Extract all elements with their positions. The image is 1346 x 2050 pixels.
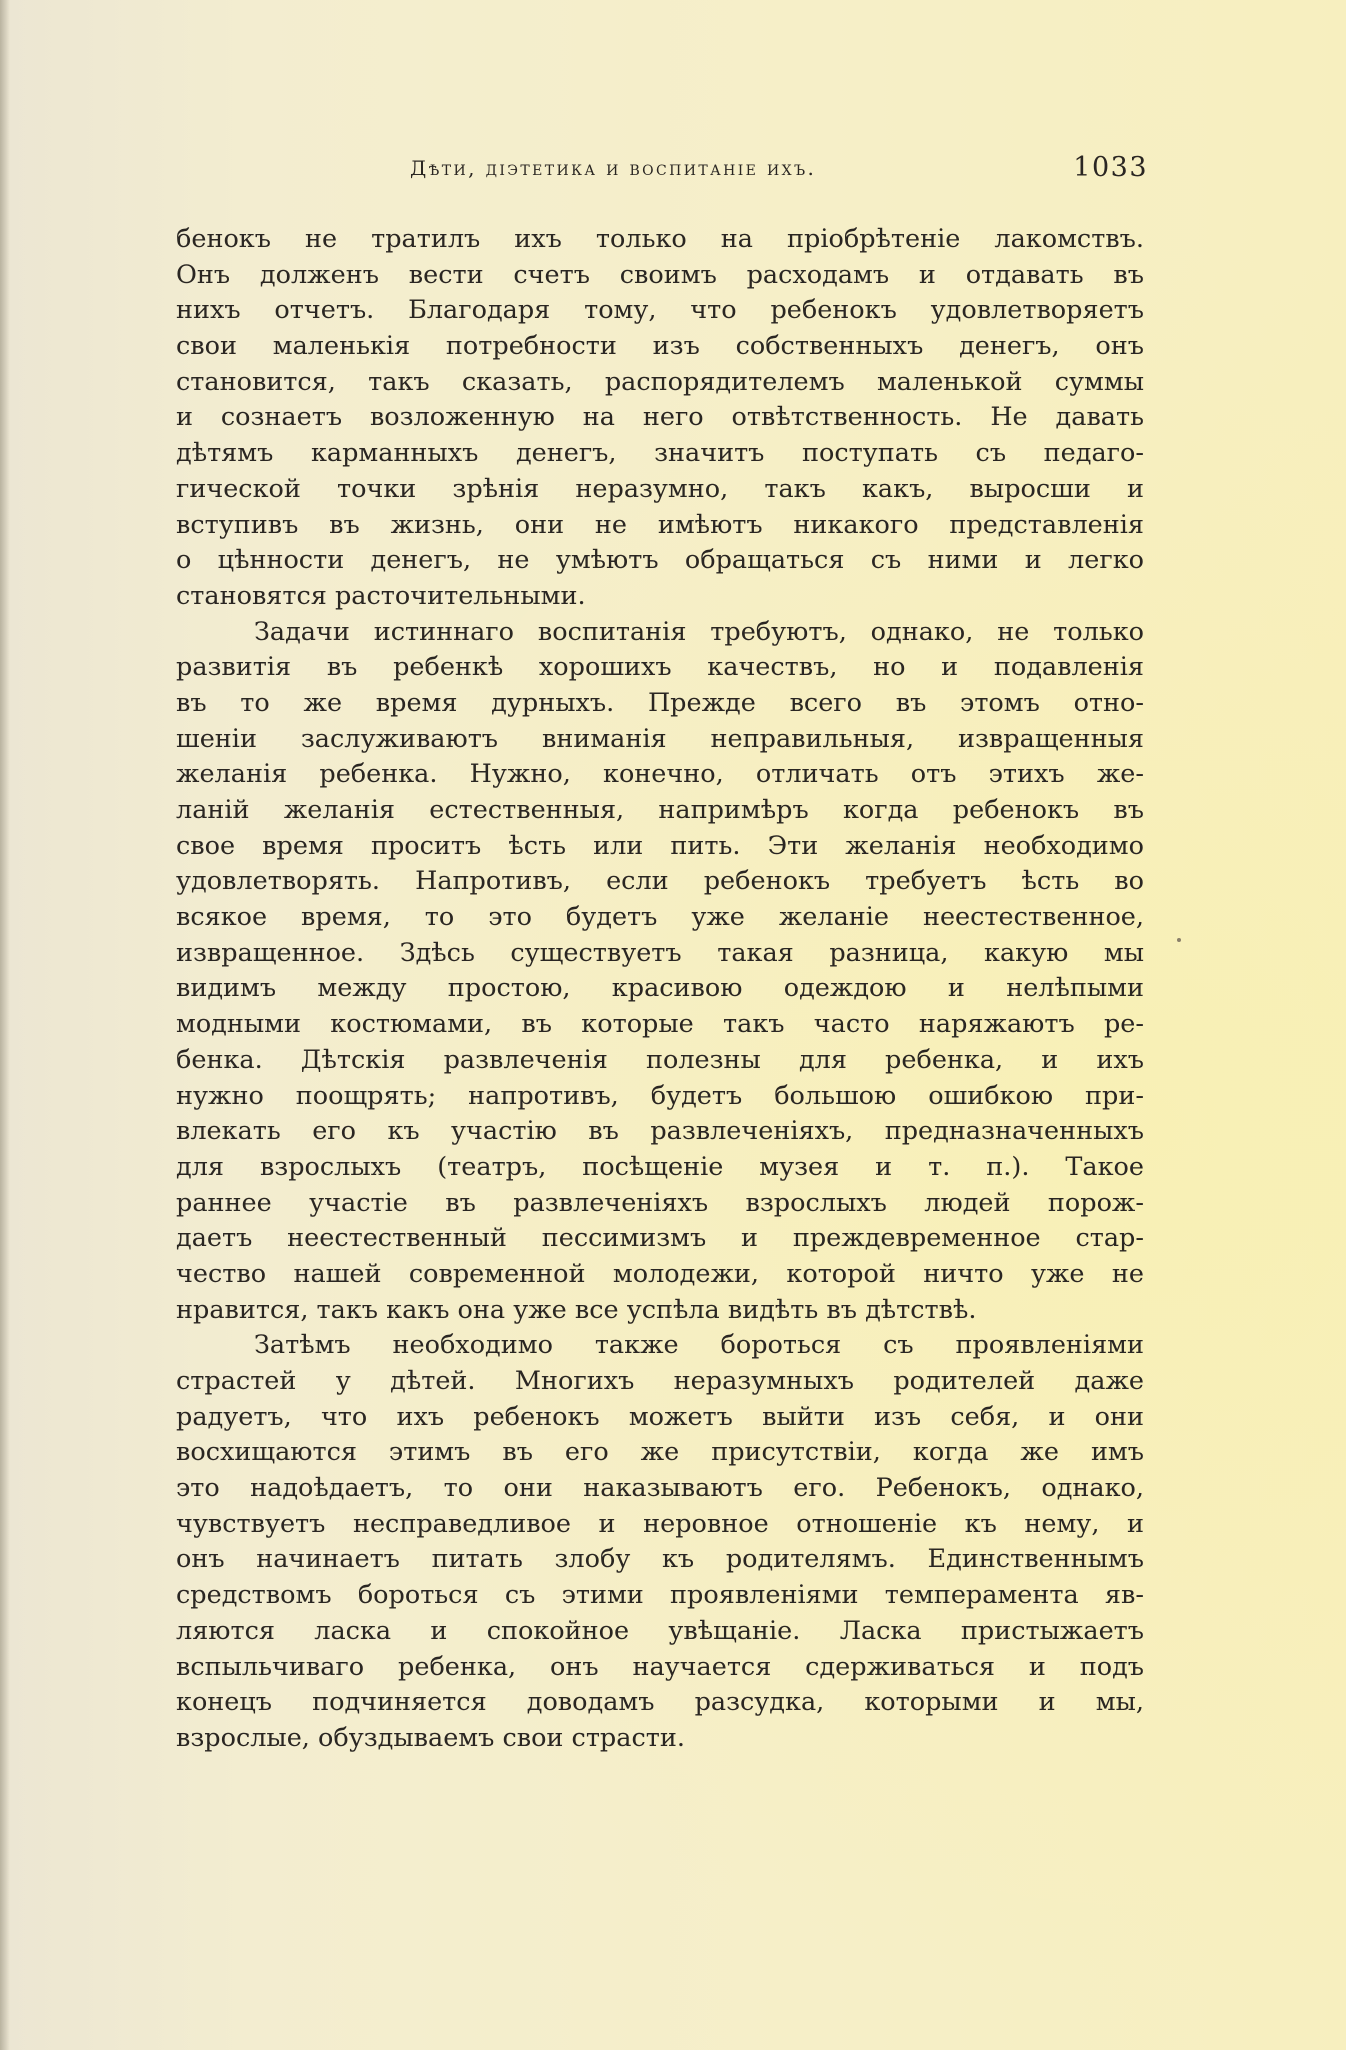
text-line: Онъ долженъ вести счетъ своимъ расходамъ и отдавать въ bbox=[176, 259, 1144, 290]
text-line: восхищаются этимъ въ его же присутствіи, когда же имъ bbox=[176, 1437, 1144, 1468]
text-line: бенка. Дѣтскія развлеченія полезны для ребенка, и ихъ bbox=[176, 1044, 1144, 1075]
paragraph bbox=[176, 1328, 1144, 1756]
paragraph bbox=[176, 615, 1144, 1329]
text-line: для взрослыхъ (театръ, посѣщеніе музея и т. п.). Такое bbox=[176, 1151, 1144, 1182]
text-line: конецъ подчиняется доводамъ разсудка, которыми и мы, bbox=[176, 1687, 1144, 1718]
text-line: въ то же время дурныхъ. Прежде всего въ этомъ отно- bbox=[176, 687, 1144, 718]
running-head bbox=[176, 152, 1148, 188]
text-line: Затѣмъ необходимо также бороться съ проявленіями bbox=[254, 1330, 1144, 1361]
text-line: желанія ребенка. Нужно, конечно, отличать отъ этихъ же- bbox=[176, 759, 1144, 790]
text-line: нихъ отчетъ. Благодаря тому, что ребенокъ удовлетворяетъ bbox=[176, 295, 1144, 326]
text-line: нужно поощрять; напротивъ, будетъ большою ошибкою при- bbox=[176, 1080, 1144, 1111]
text-line: свое время проситъ ѣсть или пить. Эти желанія необходимо bbox=[176, 830, 1144, 861]
page-binding-edge bbox=[0, 0, 10, 2050]
text-line: бенокъ не тратилъ ихъ только на пріобрѣтеніе лакомствъ. bbox=[176, 224, 1144, 254]
text-line: ляются ласка и спокойное увѣщаніе. Ласка пристыжаетъ bbox=[176, 1615, 1144, 1646]
text-line: это надоѣдаетъ, то они наказываютъ его. Ребенокъ, однако, bbox=[176, 1473, 1144, 1504]
text-line: чувствуетъ несправедливое и неровное отношеніе къ нему, и bbox=[176, 1508, 1144, 1539]
page-number: 1033 bbox=[1073, 152, 1148, 183]
text-line: извращенное. Здѣсь существуетъ такая разница, какую мы bbox=[176, 937, 1144, 968]
text-line: радуетъ, что ихъ ребенокъ можетъ выйти изъ себя, и они bbox=[176, 1401, 1144, 1432]
paragraph bbox=[176, 222, 1144, 615]
text-line: видимъ между простою, красивою одеждою и нелѣпыми bbox=[176, 973, 1144, 1004]
text-line: всякое время, то это будетъ уже желаніе неестественное, bbox=[176, 902, 1144, 933]
text-line: чество нашей современной молодежи, которой ничто уже не bbox=[176, 1258, 1144, 1289]
text-line: становятся расточительными. bbox=[176, 580, 586, 611]
text-line: нравится, такъ какъ она уже все успѣла видѣть въ дѣтствѣ. bbox=[176, 1294, 977, 1325]
text-line: взрослые, обуздываемъ свои страсти. bbox=[176, 1722, 685, 1753]
text-line: влекать его къ участію въ развлеченіяхъ, предназначенныхъ bbox=[176, 1116, 1144, 1147]
text-line: дѣтямъ карманныхъ денегъ, значитъ поступать съ педаго- bbox=[176, 438, 1144, 469]
text-line: средствомъ бороться съ этими проявленіями темперамента яв- bbox=[176, 1580, 1144, 1611]
text-line: даетъ неестественный пессимизмъ и преждевременное стар- bbox=[176, 1223, 1144, 1254]
text-line: о цѣнности денегъ, не умѣютъ обращаться съ ними и легко bbox=[176, 545, 1144, 576]
text-line: развитія въ ребенкѣ хорошихъ качествъ, но и подавленія bbox=[176, 652, 1144, 683]
text-line: онъ начинаетъ питать злобу къ родителямъ. Единственнымъ bbox=[176, 1544, 1144, 1575]
text-line: гической точки зрѣнія неразумно, такъ какъ, выросши и bbox=[176, 473, 1144, 504]
text-line: ланій желанія естественныя, напримѣръ когда ребенокъ въ bbox=[176, 795, 1144, 825]
text-line: удовлетворять. Напротивъ, если ребенокъ требуетъ ѣсть во bbox=[176, 866, 1144, 897]
text-line: вспыльчиваго ребенка, онъ научается сдерживаться и подъ bbox=[176, 1651, 1144, 1682]
text-line: вступивъ въ жизнь, они не имѣютъ никакого представленія bbox=[176, 509, 1144, 540]
text-line: модными костюмами, въ которые такъ часто наряжаютъ ре- bbox=[176, 1009, 1144, 1040]
text-line: и сознаетъ возложенную на него отвѣтственность. Не давать bbox=[176, 402, 1144, 433]
text-line: Задачи истиннаго воспитанія требуютъ, однако, не только bbox=[254, 616, 1144, 647]
running-head-title: Дѣти, діэтетика и воспитаніе ихъ. bbox=[410, 156, 817, 180]
paper-speck bbox=[1177, 938, 1181, 942]
body-text bbox=[176, 222, 1144, 1757]
text-line: свои маленькія потребности изъ собственныхъ денегъ, онъ bbox=[176, 331, 1144, 362]
text-line: раннее участіе въ развлеченіяхъ взрослыхъ людей порож- bbox=[176, 1187, 1144, 1218]
text-line: страстей у дѣтей. Многихъ неразумныхъ родителей даже bbox=[176, 1366, 1144, 1396]
text-line: становится, такъ сказать, распорядителемъ маленькой суммы bbox=[176, 366, 1144, 397]
text-line: шеніи заслуживаютъ вниманія неправильныя, извращенныя bbox=[176, 723, 1144, 754]
